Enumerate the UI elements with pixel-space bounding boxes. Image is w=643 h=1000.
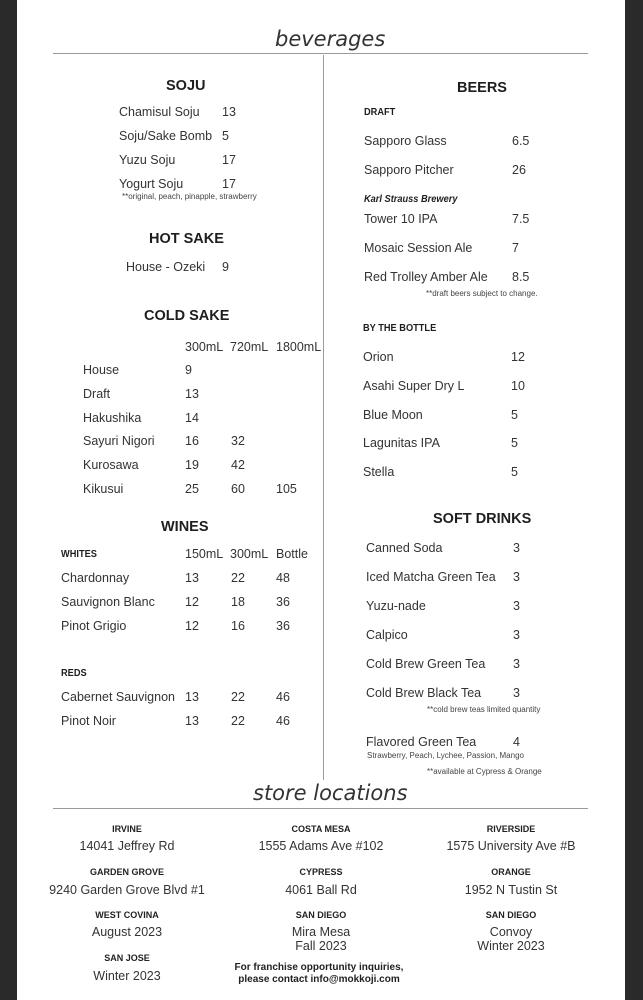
menu-item-name: Blue Moon: [363, 408, 423, 422]
menu-item-name: Soju/Sake Bomb: [119, 129, 213, 143]
soju-note: **original, peach, pinapple, strawberry: [122, 192, 257, 201]
menu-item-price: 46: [276, 714, 290, 728]
menu-item-name: Sauvignon Blanc: [61, 595, 155, 609]
whites-label: WHITES: [61, 548, 97, 560]
brewery-label: Karl Strauss Brewery: [364, 193, 458, 205]
soft-drinks-heading: SOFT DRINKS: [433, 511, 532, 527]
menu-item-name: Mosaic Session Ale: [364, 241, 473, 255]
cold-sake-heading: COLD SAKE: [144, 308, 230, 324]
menu-item-price: 12: [185, 619, 199, 633]
location-city: IRVINE: [112, 824, 142, 834]
location-city: COSTA MESA: [291, 824, 351, 834]
menu-item-price: 22: [231, 690, 245, 704]
menu-item-name: Asahi Super Dry L: [363, 379, 465, 393]
menu-item-price: 5: [511, 408, 518, 422]
column-divider: [323, 55, 324, 780]
cold-brew-note: **cold brew teas limited quantity: [427, 705, 541, 714]
menu-item-price: 8.5: [512, 270, 530, 284]
menu-item-price: 12: [185, 595, 199, 609]
menu-item-price: 13: [185, 387, 199, 401]
menu-item-name: Draft: [83, 387, 111, 401]
size-header: 300mL: [230, 547, 269, 561]
menu-item-price: 3: [513, 570, 520, 584]
beverages-title: beverages: [275, 27, 386, 51]
menu-item-price: 48: [276, 571, 290, 585]
menu-item-price: 10: [511, 379, 525, 393]
location-city: SAN DIEGO: [295, 910, 347, 920]
menu-item-price: 17: [222, 153, 236, 167]
soju-heading: SOJU: [166, 78, 206, 94]
menu-item-name: Pinot Grigio: [61, 619, 127, 633]
menu-item-price: 17: [222, 177, 236, 191]
menu-item-name: Pinot Noir: [61, 714, 116, 728]
menu-item-name: Tower 10 IPA: [364, 212, 438, 226]
menu-item-price: 105: [276, 482, 297, 496]
location-address: 14041 Jeffrey Rd: [79, 839, 175, 853]
menu-item-price: 7.5: [512, 212, 530, 226]
size-header: 720mL: [230, 340, 269, 354]
hot-sake-heading: HOT SAKE: [149, 231, 224, 247]
menu-page: [17, 0, 625, 1000]
size-header: 300mL: [185, 340, 224, 354]
location-address: Mira Mesa: [291, 925, 351, 939]
menu-item-price: 5: [511, 436, 518, 450]
location-address: 1952 N Tustin St: [464, 883, 558, 897]
menu-item-name: Sapporo Pitcher: [364, 163, 454, 177]
flavors-list: Strawberry, Peach, Lychee, Passion, Mango: [367, 751, 524, 760]
menu-item-price: 5: [222, 129, 229, 143]
menu-item-price: 14: [185, 411, 199, 425]
menu-item-price: 36: [276, 619, 290, 633]
menu-item-price: 22: [231, 714, 245, 728]
menu-item-name: Sayuri Nigori: [83, 434, 155, 448]
menu-item-price: 6.5: [512, 134, 530, 148]
menu-item-price: 4: [513, 735, 520, 749]
franchise-contact[interactable]: please contact info@mokkoji.com: [238, 974, 400, 985]
location-address-line2: Fall 2023: [295, 939, 347, 953]
bottle-label: BY THE BOTTLE: [363, 322, 437, 334]
menu-item-price: 22: [231, 571, 245, 585]
wines-heading: WINES: [161, 519, 209, 535]
menu-item-price: 32: [231, 434, 245, 448]
menu-item-price: 13: [185, 714, 199, 728]
menu-item-price: 16: [185, 434, 199, 448]
location-city: SAN JOSE: [104, 953, 150, 963]
menu-item-name: Yuzu Soju: [119, 153, 176, 167]
menu-item-price: 5: [511, 465, 518, 479]
menu-item-price: 36: [276, 595, 290, 609]
menu-item-price: 7: [512, 241, 519, 255]
location-address: 4061 Ball Rd: [285, 883, 357, 897]
location-address: 9240 Garden Grove Blvd #1: [49, 883, 205, 897]
menu-item-price: 13: [185, 690, 199, 704]
menu-item-name: Yogurt Soju: [119, 177, 184, 191]
menu-item-price: 46: [276, 690, 290, 704]
franchise-line-1: For franchise opportunity inquiries,: [234, 962, 404, 973]
menu-item-price: 16: [231, 619, 245, 633]
menu-item-name: House: [83, 363, 120, 377]
reds-label: REDS: [61, 667, 87, 679]
menu-item-name: Chardonnay: [61, 571, 130, 585]
location-address: August 2023: [91, 925, 163, 939]
location-address: Winter 2023: [93, 969, 161, 983]
menu-item-name: Red Trolley Amber Ale: [364, 270, 488, 284]
menu-item-price: 9: [185, 363, 192, 377]
size-header: 150mL: [185, 547, 224, 561]
locations-divider: [53, 808, 588, 809]
menu-item-price: 3: [513, 541, 520, 555]
location-city: WEST COVINA: [95, 910, 159, 920]
menu-item-price: 3: [513, 686, 520, 700]
location-address-line2: Winter 2023: [477, 939, 545, 953]
location-city: ORANGE: [491, 867, 531, 877]
menu-item-price: 9: [222, 260, 229, 274]
location-city: GARDEN GROVE: [89, 867, 164, 877]
header-divider: [53, 53, 588, 54]
draft-note: **draft beers subject to change.: [426, 289, 538, 298]
draft-label: DRAFT: [364, 106, 396, 118]
menu-item-price: 60: [231, 482, 245, 496]
location-address: Convoy: [489, 925, 533, 939]
menu-item-price: 3: [513, 599, 520, 613]
location-address: 1555 Adams Ave #102: [258, 839, 384, 853]
menu-item-name: Iced Matcha Green Tea: [366, 570, 496, 584]
menu-item-name: Canned Soda: [366, 541, 443, 555]
menu-item-name: Calpico: [366, 628, 408, 642]
menu-item-name: Flavored Green Tea: [366, 735, 477, 749]
menu-item-price: 3: [513, 628, 520, 642]
menu-item-name: Cabernet Sauvignon: [61, 690, 175, 704]
menu-item-name: Orion: [363, 350, 394, 364]
menu-item-name: Sapporo Glass: [364, 134, 447, 148]
location-city: CYPRESS: [299, 867, 343, 877]
menu-item-price: 13: [222, 105, 236, 119]
menu-item-name: Chamisul Soju: [119, 105, 200, 119]
location-address: 1575 University Ave #B: [446, 839, 576, 853]
size-header: Bottle: [276, 547, 308, 561]
menu-item-name: Lagunitas IPA: [363, 436, 440, 450]
size-header: 1800mL: [276, 340, 322, 354]
location-city: SAN DIEGO: [485, 910, 537, 920]
menu-item-name: Hakushika: [83, 411, 142, 425]
menu-item-name: Cold Brew Green Tea: [366, 657, 486, 671]
menu-item-name: Cold Brew Black Tea: [366, 686, 482, 700]
beers-heading: BEERS: [457, 80, 507, 96]
menu-item-price: 26: [512, 163, 526, 177]
menu-item-price: 25: [185, 482, 199, 496]
menu-item-price: 42: [231, 458, 245, 472]
menu-item-price: 19: [185, 458, 199, 472]
availability-note: **available at Cypress & Orange: [427, 767, 542, 776]
location-city: RIVERSIDE: [486, 824, 536, 834]
menu-item-price: 3: [513, 657, 520, 671]
menu-item-price: 12: [511, 350, 525, 364]
menu-item-name: House - Ozeki: [126, 260, 206, 274]
menu-item-name: Kikusui: [83, 482, 124, 496]
menu-item-price: 13: [185, 571, 199, 585]
store-locations-title: store locations: [253, 781, 408, 805]
menu-item-name: Kurosawa: [83, 458, 139, 472]
menu-item-name: Stella: [363, 465, 395, 479]
menu-item-price: 18: [231, 595, 245, 609]
menu-item-name: Yuzu-nade: [366, 599, 426, 613]
